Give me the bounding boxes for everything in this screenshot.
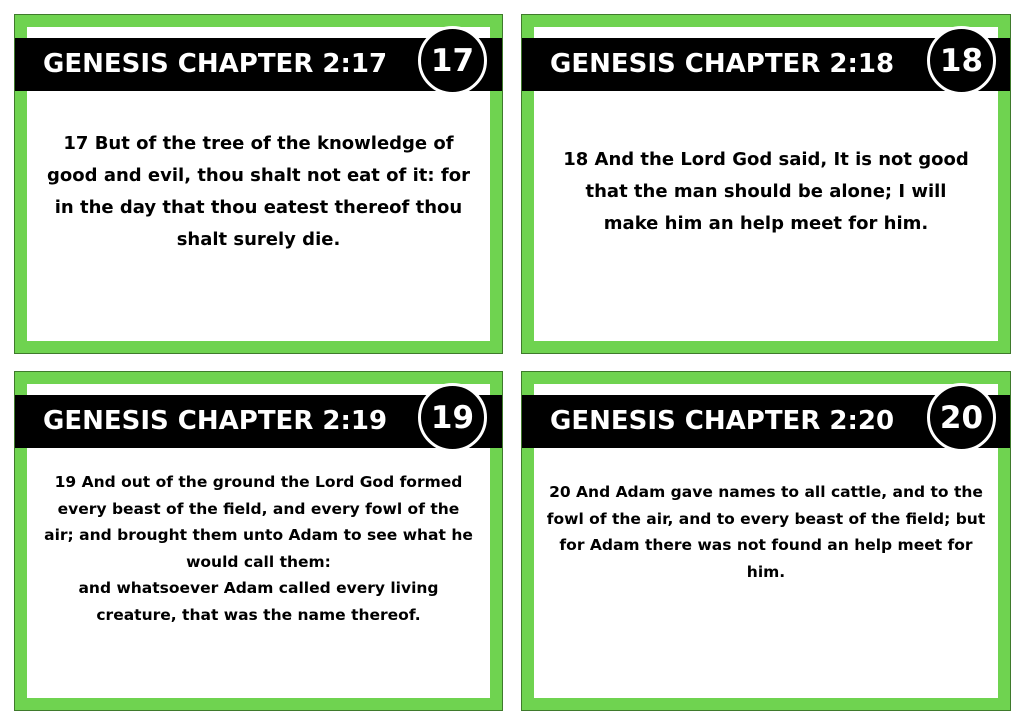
verse-card-20 [521,371,1011,711]
verse-text: 19 And out of the ground the Lord God formed every beast of the field, and every fowl of the air; and brought them unto Adam to see what he would call them: and whatsoever Adam called every living creature, that was the name thereof. [44,473,473,624]
verse-text: 18 And the Lord God said, It is not good that the man should be alone; I will make him an help meet for him. [563,149,969,234]
card-title: GENESIS CHAPTER 2:18 [550,49,895,79]
chapter-number-badge: 19 [418,383,487,452]
card-title: GENESIS CHAPTER 2:17 [43,49,388,79]
chapter-number-badge: 18 [927,26,996,95]
card-title: GENESIS CHAPTER 2:19 [43,406,388,436]
verse-text: 17 But of the tree of the knowledge of good and evil, thou shalt not eat of it: for in the day that thou eatest thereof thou shalt surely die. [47,133,470,250]
card-title: GENESIS CHAPTER 2:20 [550,406,895,436]
chapter-number-badge: 17 [418,26,487,95]
chapter-number-badge: 20 [927,383,996,452]
verse-text: 20 And Adam gave names to all cattle, and to the fowl of the air, and to every beast of the field; but for Adam there was not found an help meet for him. [546,483,986,581]
verse-card-18 [521,14,1011,354]
verse-card-17 [14,14,503,354]
verse-card-19 [14,371,503,711]
